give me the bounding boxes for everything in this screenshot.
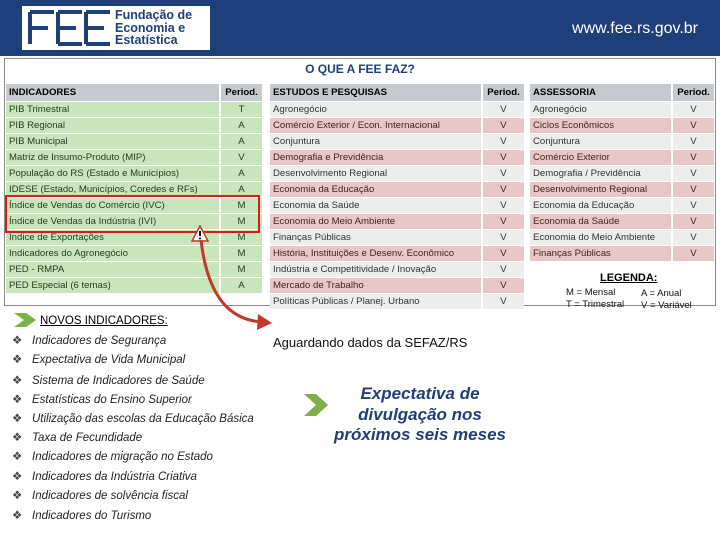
row-name-cell: Índice de Vendas do Comércio (IVC): [6, 197, 220, 213]
table-row[interactable]: [6, 149, 262, 165]
table-row[interactable]: [270, 133, 524, 149]
new-indicator-item: [12, 411, 254, 425]
column-header-period: Period.: [482, 84, 524, 101]
table-row[interactable]: [270, 117, 524, 133]
new-indicator-item: [12, 508, 151, 522]
table-row[interactable]: [270, 245, 524, 261]
row-period-cell: V: [672, 245, 714, 261]
new-indicator-label: Indicadores da Indústria Criativa: [32, 471, 197, 483]
diamond-bullet-icon: ❖: [12, 471, 23, 483]
row-period-cell: M: [220, 197, 262, 213]
diamond-bullet-icon: ❖: [12, 354, 23, 366]
new-indicators-title: NOVOS INDICADORES:: [40, 315, 168, 327]
row-name-cell: PIB Trimestral: [6, 101, 220, 117]
diamond-bullet-icon: ❖: [12, 375, 23, 387]
row-period-cell: V: [482, 101, 524, 117]
diamond-bullet-icon: ❖: [12, 432, 23, 444]
row-name-cell: População do RS (Estado e Municípios): [6, 165, 220, 181]
row-period-cell: V: [482, 277, 524, 293]
row-name-cell: IDESE (Estado, Municípios, Coredes e RFs): [6, 181, 220, 197]
new-indicator-label: Estatísticas do Ensino Superior: [32, 394, 192, 406]
row-period-cell: A: [220, 165, 262, 181]
table-row[interactable]: [270, 213, 524, 229]
expectation-text: Expectativa de divulgação nos próximos seis meses: [334, 384, 506, 444]
table-row[interactable]: [6, 165, 262, 181]
new-indicator-item: [12, 392, 192, 406]
row-period-cell: A: [220, 117, 262, 133]
row-name-cell: Políticas Públicas / Planej. Urbano: [270, 293, 482, 309]
indicadores-table: [6, 84, 262, 293]
row-name-cell: Desenvolvimento Regional: [530, 181, 672, 197]
row-period-cell: V: [672, 133, 714, 149]
row-name-cell: Indústria e Competitividade / Inovação: [270, 261, 482, 277]
row-period-cell: M: [220, 229, 262, 245]
row-name-cell: PED - RMPA: [6, 261, 220, 277]
row-name-cell: Mercado de Trabalho: [270, 277, 482, 293]
chevron-right-icon: [12, 311, 40, 329]
diamond-bullet-icon: ❖: [12, 510, 23, 522]
row-name-cell: Finanças Públicas: [530, 245, 672, 261]
row-period-cell: V: [672, 165, 714, 181]
legend-entry: A = Anual: [641, 288, 682, 299]
row-period-cell: V: [482, 261, 524, 277]
row-period-cell: T: [220, 101, 262, 117]
logo-text: [115, 9, 192, 47]
table-row[interactable]: [530, 149, 714, 165]
column-header-name: INDICADORES: [6, 84, 220, 101]
table-row[interactable]: [270, 229, 524, 245]
row-name-cell: Conjuntura: [270, 133, 482, 149]
diamond-bullet-icon: ❖: [12, 451, 23, 463]
table-row[interactable]: [270, 197, 524, 213]
row-name-cell: Desenvolvimento Regional: [270, 165, 482, 181]
row-name-cell: Economia do Meio Ambiente: [530, 229, 672, 245]
row-period-cell: V: [482, 181, 524, 197]
new-indicator-item: [12, 469, 197, 483]
new-indicator-label: Expectativa de Vida Municipal: [32, 354, 186, 366]
row-period-cell: M: [220, 213, 262, 229]
row-period-cell: V: [672, 181, 714, 197]
legend-entry: M = Mensal: [566, 287, 616, 298]
row-name-cell: Ciclos Econômicos: [530, 117, 672, 133]
warning-icon: [191, 225, 209, 242]
awaiting-text: Aguardando dados da SEFAZ/RS: [273, 335, 468, 350]
new-indicator-label: Indicadores do Turismo: [32, 510, 152, 522]
estudos-table: [270, 84, 524, 309]
row-name-cell: Agronegócio: [530, 101, 672, 117]
site-url-link[interactable]: www.fee.rs.gov.br: [572, 20, 698, 37]
new-indicator-item: [12, 333, 166, 347]
new-indicator-item: [12, 430, 142, 444]
table-header-row: [270, 84, 524, 101]
row-name-cell: Economia da Saúde: [530, 213, 672, 229]
legend-title: LEGENDA:: [600, 272, 658, 284]
table-row[interactable]: [270, 293, 524, 309]
logo-line: Economia e: [115, 20, 186, 35]
table-row[interactable]: [530, 101, 714, 117]
new-indicator-item: [12, 352, 185, 366]
row-name-cell: Demografia / Previdência: [530, 165, 672, 181]
row-period-cell: V: [482, 293, 524, 309]
new-indicator-label: Utilização das escolas da Educação Básica: [32, 413, 254, 425]
fee-logo-icon: [28, 10, 112, 46]
table-row[interactable]: [6, 117, 262, 133]
panel-title: O QUE A FEE FAZ?: [305, 62, 415, 76]
table-row[interactable]: [270, 165, 524, 181]
new-indicator-item: [12, 488, 188, 502]
row-name-cell: Índice de Vendas da Indústria (IVI): [6, 213, 220, 229]
row-name-cell: Comércio Exterior: [530, 149, 672, 165]
row-name-cell: Índice de Exportações: [6, 229, 220, 245]
table-row[interactable]: [530, 133, 714, 149]
row-period-cell: A: [220, 277, 262, 293]
row-period-cell: A: [220, 181, 262, 197]
table-row[interactable]: [270, 277, 524, 293]
column-header-period: Period.: [220, 84, 262, 101]
table-row[interactable]: [270, 181, 524, 197]
row-name-cell: Finanças Públicas: [270, 229, 482, 245]
row-name-cell: Indicadores do Agronegócio: [6, 245, 220, 261]
diamond-bullet-icon: ❖: [12, 413, 23, 425]
row-name-cell: Comércio Exterior / Econ. Internacional: [270, 117, 482, 133]
row-name-cell: Conjuntura: [530, 133, 672, 149]
table-row[interactable]: [6, 133, 262, 149]
new-indicator-item: [12, 449, 213, 463]
table-row[interactable]: [270, 149, 524, 165]
row-name-cell: Economia da Educação: [530, 197, 672, 213]
table-row[interactable]: [530, 213, 714, 229]
row-period-cell: V: [482, 245, 524, 261]
new-indicator-label: Sistema de Indicadores de Saúde: [32, 375, 205, 387]
legend-col-1: [566, 287, 624, 310]
row-period-cell: V: [672, 213, 714, 229]
row-period-cell: V: [672, 101, 714, 117]
table-header-row: [6, 84, 262, 101]
new-indicator-label: Taxa de Fecundidade: [32, 432, 143, 444]
row-name-cell: Demografia e Previdência: [270, 149, 482, 165]
row-period-cell: V: [482, 165, 524, 181]
new-indicator-label: Indicadores de migração no Estado: [32, 451, 213, 463]
table-row[interactable]: [530, 181, 714, 197]
legend-entry: V = Variável: [641, 299, 692, 311]
row-name-cell: História, Instituições e Desenv. Econômico: [270, 245, 482, 261]
row-name-cell: Economia do Meio Ambiente: [270, 213, 482, 229]
row-period-cell: V: [220, 149, 262, 165]
new-indicator-label: Indicadores de solvência fiscal: [32, 490, 188, 502]
row-period-cell: V: [482, 133, 524, 149]
diamond-bullet-icon: ❖: [12, 394, 23, 406]
new-indicator-label: Indicadores de Segurança: [32, 335, 167, 347]
row-period-cell: V: [672, 229, 714, 245]
table-row[interactable]: [530, 165, 714, 181]
row-name-cell: Economia da Saúde: [270, 197, 482, 213]
row-name-cell: Agronegócio: [270, 101, 482, 117]
table-row[interactable]: [530, 117, 714, 133]
legend-entry: T = Trimestral: [566, 298, 625, 310]
new-indicator-item: [12, 373, 205, 387]
row-period-cell: A: [220, 133, 262, 149]
fee-logo[interactable]: [22, 6, 210, 50]
table-row[interactable]: [6, 245, 262, 261]
row-name-cell: PIB Municipal: [6, 133, 220, 149]
row-period-cell: V: [672, 117, 714, 133]
assessoria-table: [530, 84, 714, 261]
row-period-cell: V: [482, 213, 524, 229]
logo-line: Fundação de: [115, 8, 193, 22]
row-period-cell: V: [482, 149, 524, 165]
table-row[interactable]: [530, 197, 714, 213]
row-period-cell: V: [482, 197, 524, 213]
row-name-cell: Matriz de Insumo-Produto (MIP): [6, 149, 220, 165]
row-name-cell: Economia da Educação: [270, 181, 482, 197]
table-row[interactable]: [270, 261, 524, 277]
row-period-cell: V: [482, 117, 524, 133]
table-row[interactable]: [530, 245, 714, 261]
row-name-cell: PED Especial (6 temas): [6, 277, 220, 293]
legend-col-2: [641, 288, 692, 311]
diamond-bullet-icon: ❖: [12, 490, 23, 502]
row-period-cell: M: [220, 245, 262, 261]
table-row[interactable]: [6, 261, 262, 277]
row-period-cell: V: [672, 197, 714, 213]
row-period-cell: M: [220, 261, 262, 277]
column-header-name: ASSESSORIA: [530, 84, 672, 101]
header-bar: [0, 0, 720, 56]
column-header-name: ESTUDOS E PESQUISAS: [270, 84, 482, 101]
diamond-bullet-icon: ❖: [12, 335, 23, 347]
table-row[interactable]: [270, 101, 524, 117]
table-row[interactable]: [530, 229, 714, 245]
row-name-cell: PIB Regional: [6, 117, 220, 133]
table-row[interactable]: [6, 277, 262, 293]
row-period-cell: V: [672, 149, 714, 165]
logo-line: Estatística: [115, 33, 178, 48]
row-period-cell: V: [482, 229, 524, 245]
column-header-period: Period.: [672, 84, 714, 101]
table-row[interactable]: [6, 101, 262, 117]
highlight-box: [5, 195, 260, 233]
table-header-row: [530, 84, 714, 101]
